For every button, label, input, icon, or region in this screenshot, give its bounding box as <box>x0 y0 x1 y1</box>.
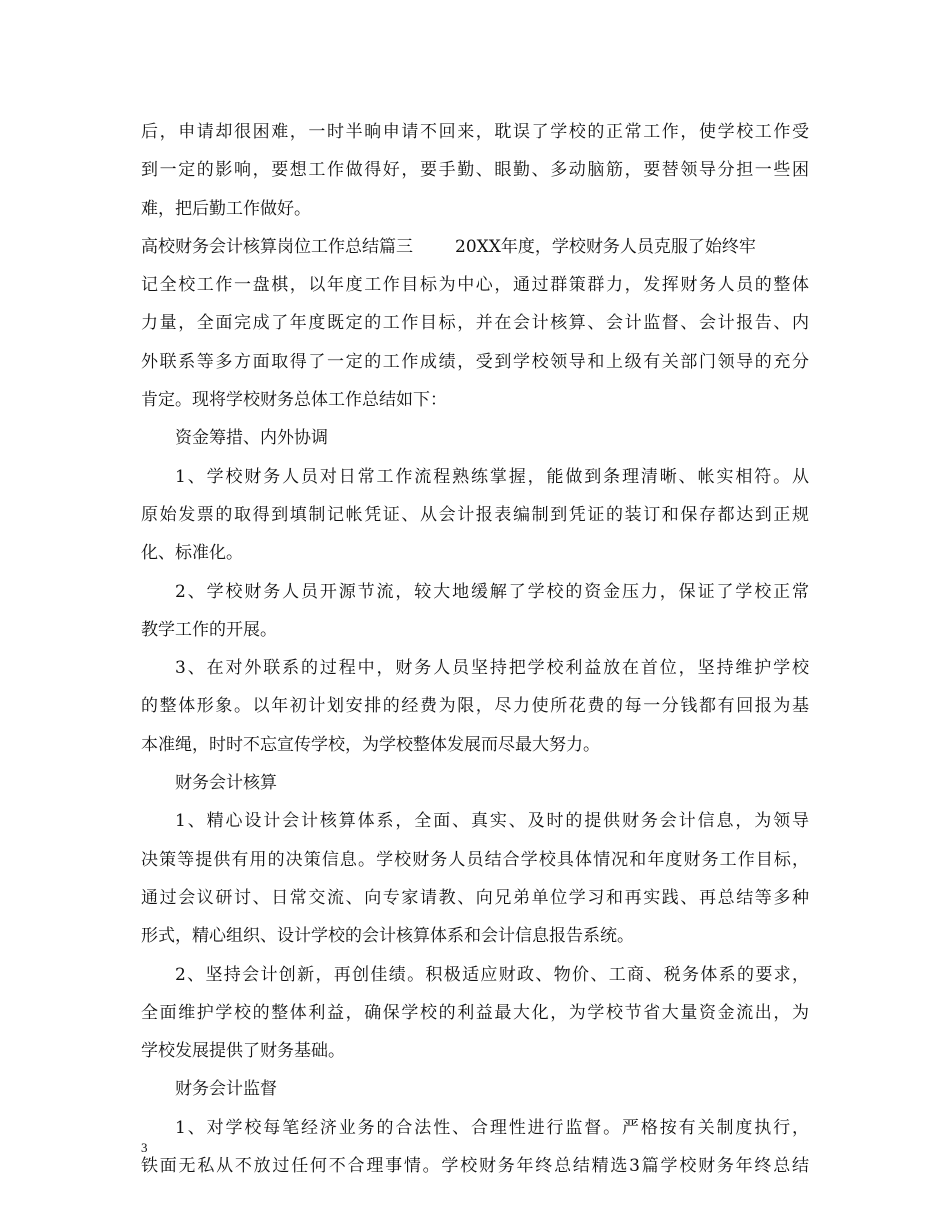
section-title: 高校财务会计核算岗位工作总结篇三 <box>141 236 413 257</box>
paragraph-line: 1、对学校每笔经济业务的合法性、合理性进行监督。严格按有关制度执行， <box>175 1117 809 1138</box>
paragraph-line: 到一定的影响，要想工作做得好，要手勤、眼勤、多动脑筋，要替领导分担一些困 <box>141 160 809 181</box>
paragraph-line: 学校发展提供了财务基础。 <box>141 1041 345 1062</box>
paragraph-line: 全面维护学校的整体利益，确保学校的利益最大化，为学校节省大量资金流出，为 <box>141 1002 809 1023</box>
paragraph-line: 力量，全面完成了年度既定的工作目标，并在会计核算、会计监督、会计报告、内 <box>141 313 809 334</box>
paragraph-line: 外联系等多方面取得了一定的工作成绩，受到学校领导和上级有关部门领导的充分 <box>141 351 809 372</box>
paragraph-line: 本准绳，时时不忘宣传学校，为学校整体发展而尽最大努力。 <box>141 734 600 755</box>
paragraph-line: 3、在对外联系的过程中，财务人员坚持把学校利益放在首位，坚持维护学校 <box>175 658 809 679</box>
subheading-line: 财务会计监督 <box>175 1079 277 1100</box>
paragraph-line: 2、学校财务人员开源节流，较大地缓解了学校的资金压力，保证了学校正常 <box>175 581 809 602</box>
paragraph-line: 1、学校财务人员对日常工作流程熟练掌握，能做到条理清晰、帐实相符。从 <box>175 466 809 487</box>
paragraph-line: 的整体形象。以年初计划安排的经费为限，尽力使所花费的每一分钱都有回报为基 <box>141 696 809 717</box>
paragraph-line: 化、标准化。 <box>141 543 243 564</box>
paragraph-line: 难，把后勤工作做好。 <box>141 198 311 219</box>
paragraph-line: 2、坚持会计创新，再创佳绩。积极适应财政、物价、工商、税务体系的要求， <box>175 964 809 985</box>
subheading-line: 财务会计核算 <box>175 773 277 794</box>
page-number: 3 <box>141 1140 148 1155</box>
section-intro-text: 20XX年度，学校财务人员克服了始终牢 <box>455 236 756 257</box>
paragraph-line: 教学工作的开展。 <box>141 619 277 640</box>
paragraph-line: 通过会议研讨、日常交流、向专家请教、向兄弟单位学习和再实践、再总结等多种 <box>141 887 809 908</box>
paragraph-line: 后，申请却很困难，一时半晌申请不回来，耽误了学校的正常工作，使学校工作受 <box>141 122 809 142</box>
paragraph-line: 铁面无私从不放过任何不合理事情。学校财务年终总结精选3篇学校财务年终总结 <box>141 1156 809 1177</box>
paragraph-line: 原始发票的取得到填制记帐凭证、从会计报表编制到凭证的装订和保存都达到正规 <box>141 504 809 525</box>
document-body <box>141 113 809 1185</box>
paragraph-line: 形式，精心组织、设计学校的会计核算体系和会计信息报告系统。 <box>141 926 634 947</box>
subheading-line: 资金筹措、内外协调 <box>175 428 328 449</box>
paragraph-line: 肯定。现将学校财务总体工作总结如下： <box>141 390 447 411</box>
section-heading-line <box>141 228 809 266</box>
paragraph-line: 记全校工作一盘棋，以年度工作目标为中心，通过群策群力，发挥财务人员的整体 <box>141 275 809 296</box>
paragraph-line: 1、精心设计会计核算体系，全面、真实、及时的提供财务会计信息，为领导 <box>175 811 809 832</box>
paragraph-line: 决策等提供有用的决策信息。学校财务人员结合学校具体情况和年度财务工作目标， <box>141 849 809 870</box>
